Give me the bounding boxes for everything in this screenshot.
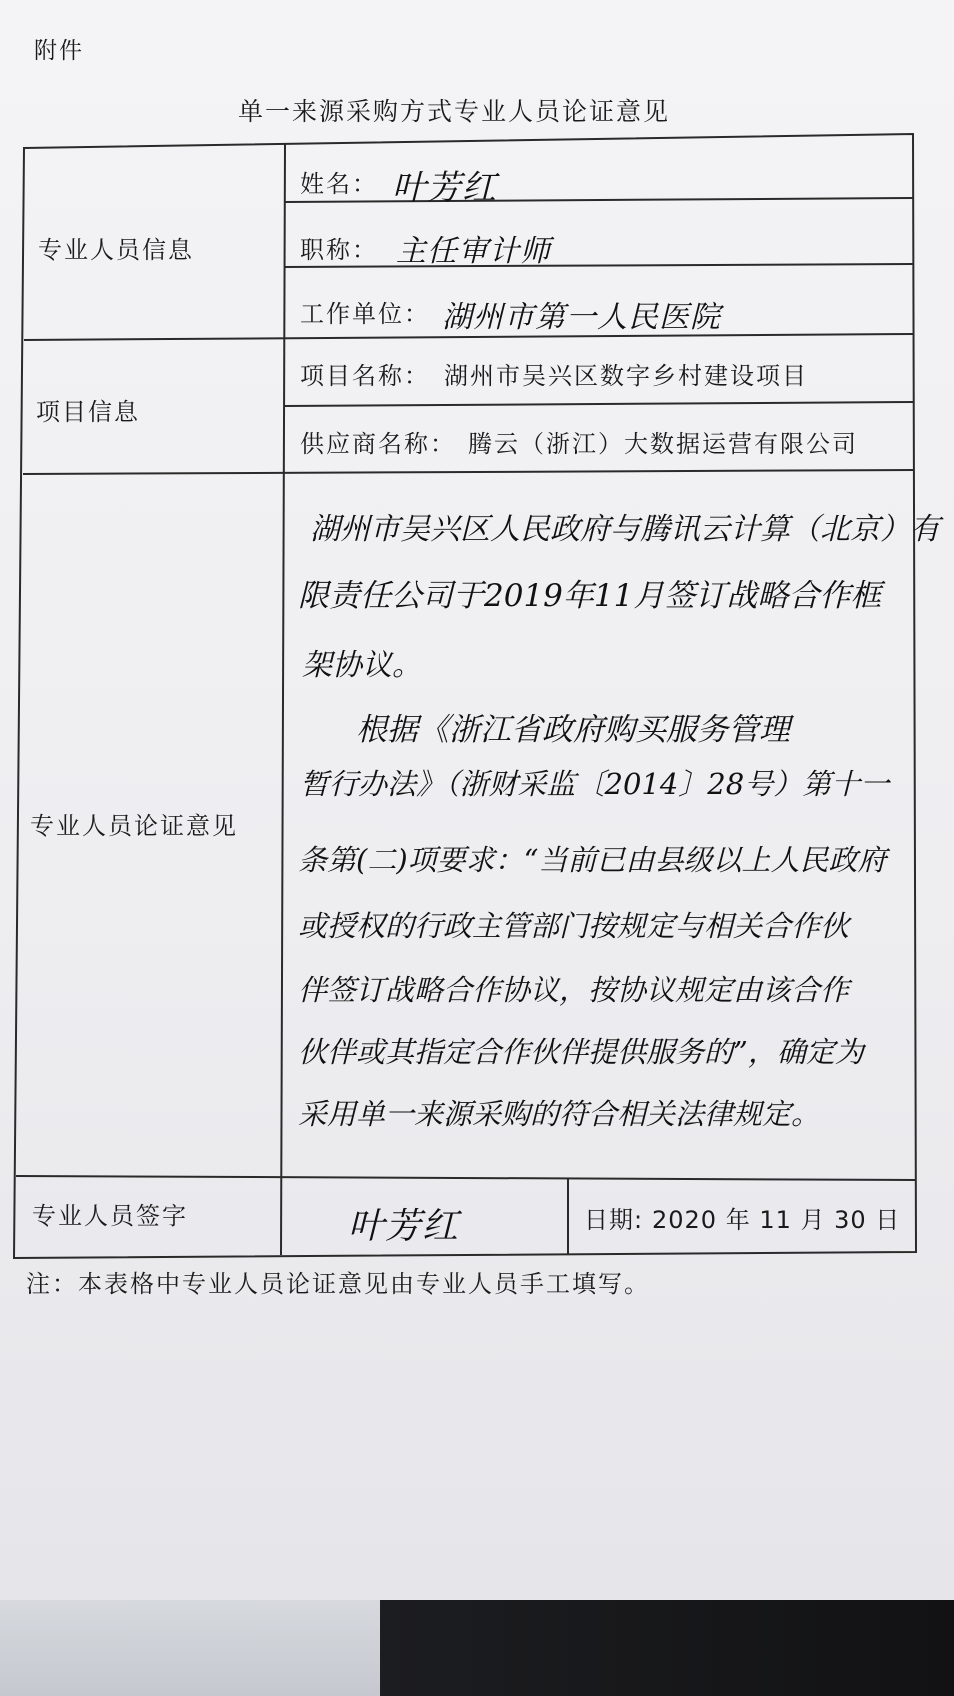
opinion-line: 伴签订战略合作协议，按协议规定由该合作 — [298, 973, 850, 1007]
title-label: 职称： — [300, 236, 378, 264]
opinion-line: 条第(二)项要求：“当前已由县级以上人民政府 — [298, 843, 887, 877]
supplier-label: 供应商名称： — [300, 430, 456, 458]
employer-handwritten-value: 湖州市第一人民医院 — [442, 300, 721, 335]
supplier-value: 腾云（浙江）大数据运营有限公司 — [468, 430, 858, 458]
opinion-label: 专业人员论证意见 — [30, 812, 238, 840]
project-name-label: 项目名称： — [300, 362, 430, 390]
date-label: 日期: — [584, 1206, 644, 1234]
opinion-line: 湖州市吴兴区人民政府与腾讯云计算（北京）有 — [310, 512, 940, 547]
name-label: 姓名： — [300, 170, 378, 198]
name-handwritten-value: 叶芳红 — [392, 168, 497, 208]
title-handwritten-value: 主任审计师 — [396, 234, 551, 269]
opinion-line: 伙伴或其指定合作伙伴提供服务的”，确定为 — [298, 1035, 864, 1069]
signature-label: 专业人员签字 — [32, 1202, 188, 1230]
attachment-label: 附件 — [34, 38, 84, 64]
opinion-line: 或授权的行政主管部门按规定与相关合作伙 — [298, 909, 850, 943]
signature-handwritten-value: 叶芳红 — [348, 1206, 460, 1247]
project-info-label: 项目信息 — [36, 398, 140, 426]
background-floor-light — [0, 1600, 380, 1696]
expert-info-label: 专业人员信息 — [38, 236, 194, 264]
project-name-value: 湖州市吴兴区数字乡村建设项目 — [444, 362, 808, 390]
opinion-line: 限责任公司于2019年11月签订战略合作框 — [298, 578, 882, 614]
document-title: 单一来源采购方式专业人员论证意见 — [238, 97, 671, 126]
opinion-line: 架协议。 — [302, 648, 422, 683]
date-value: 2020 年 11 月 30 日 — [652, 1206, 901, 1234]
footnote: 注：本表格中专业人员论证意见由专业人员手工填写。 — [26, 1270, 650, 1298]
opinion-line: 采用单一来源采购的符合相关法律规定。 — [298, 1097, 821, 1131]
opinion-line: 暂行办法》（浙财采监〔2014〕28号）第十一 — [300, 767, 890, 801]
employer-label: 工作单位： — [300, 300, 430, 328]
opinion-line: 根据《浙江省政府购买服务管理 — [356, 712, 790, 748]
